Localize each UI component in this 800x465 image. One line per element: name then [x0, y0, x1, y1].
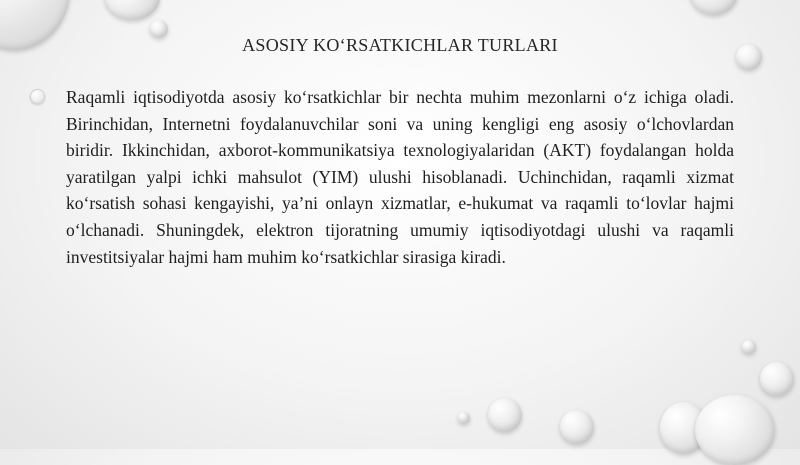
water-drop-decoration	[742, 340, 756, 354]
water-drop-decoration	[488, 398, 522, 432]
water-drop-decoration	[105, 0, 160, 20]
bullet-text: Raqamli iqtisodiyotda asosiy ko‘rsatkichlar bir nechta muhim mezonlarni o‘z ichiga oladi. Birinchidan, Internetni foydalanuvchilar soni va uning kengligi eng asosiy o‘lchovlardan biridir. Ikkinchidan, axborot-kommunikatsiya texnologiyalaridan (AKT) foydalangan holda yaratilgan yalpi ichki mahsulot (YIM) ulushi hisoblanadi. Uchinchidan, raqamli xizmat ko‘rsatish sohasi kengayishi, ya’ni onlayn xizmatlar, e-hukumat va raqamli to‘lovlar hajmi o‘lchanadi. Shuningdek, elektron tijoratning umumiy iqtisodiyotdagi ulushi va raqamli investitsiyalar hajmi ham muhim ko‘rsatkichlar sirasiga kiradi.	[66, 87, 734, 267]
water-drop-decoration	[760, 362, 794, 396]
water-drop-decoration	[695, 395, 775, 465]
water-drop-decoration	[690, 0, 738, 15]
bullet-icon	[30, 89, 45, 104]
water-drop-decoration	[560, 410, 594, 444]
slide-title: ASOSIY KO‘RSATKICHLAR TURLARI	[242, 35, 558, 55]
water-drop-decoration	[458, 412, 470, 424]
